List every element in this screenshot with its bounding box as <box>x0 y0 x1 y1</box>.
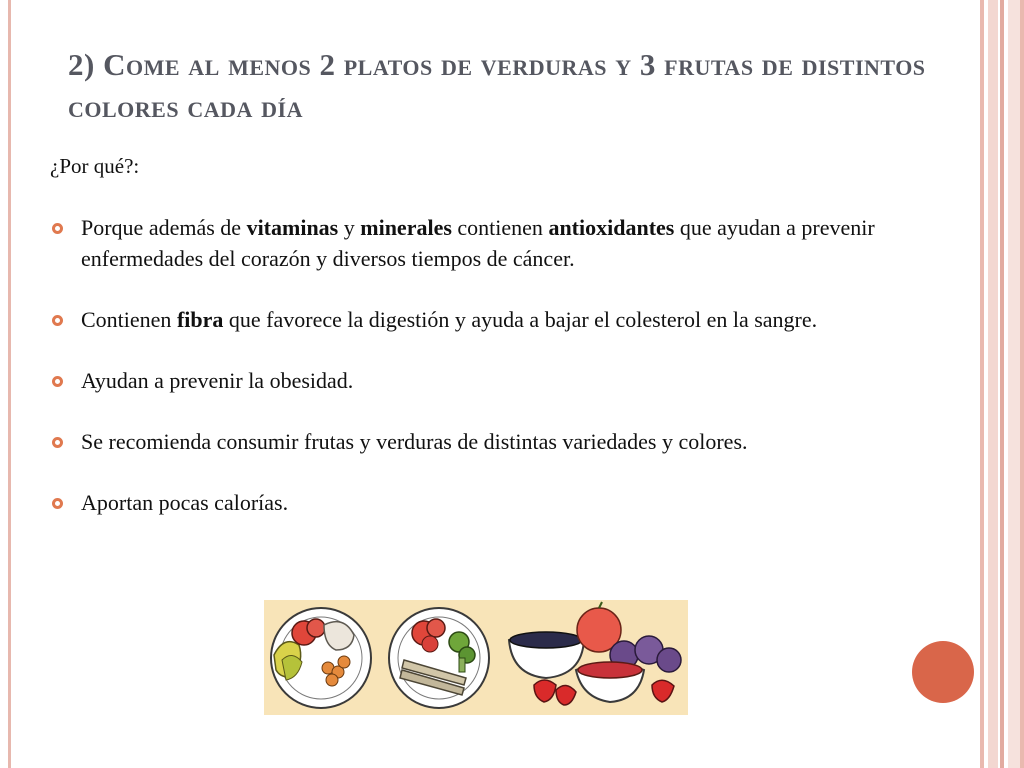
bold-keyword: vitaminas <box>246 215 339 240</box>
right-border-stripe <box>1008 0 1020 768</box>
vegetable-plate-icon <box>389 608 489 708</box>
right-border-stripe <box>988 0 998 768</box>
bullet-item <box>50 426 955 457</box>
bullet-text <box>81 429 748 454</box>
bold-keyword: minerales <box>360 215 452 240</box>
bold-keyword: fibra <box>176 307 224 332</box>
bullet-text-run: Se recomienda consumir frutas y verduras de distintas variedades y colores. <box>81 429 748 454</box>
slide-title: 2) Come al menos 2 platos de verduras y 3 frutas de distintos colores cada día <box>68 47 926 124</box>
food-illustration <box>264 600 688 715</box>
bullet-text-run: que ayudan a prevenir enfermedades del corazón y diversos tiempos de cáncer. <box>81 215 875 271</box>
bullet-text-run: Contienen <box>81 307 177 332</box>
bullet-text-run: Aportan pocas calorías. <box>81 490 289 515</box>
bullet-text <box>81 307 817 332</box>
bullet-item <box>50 487 955 518</box>
right-border-stripe <box>1000 0 1004 768</box>
bullet-marker-icon <box>52 498 63 509</box>
bullet-text-run: Ayudan a prevenir la obesidad. <box>81 368 354 393</box>
bold-keyword: antioxidantes <box>548 215 675 240</box>
bullet-marker-icon <box>52 437 63 448</box>
bullet-marker-icon <box>52 315 63 326</box>
bullet-list <box>50 212 955 518</box>
bullet-marker-icon <box>52 223 63 234</box>
bullet-item <box>50 365 955 396</box>
left-border-line <box>8 0 11 768</box>
bullet-text-run: que favorece la digestión y ayuda a bajar el colesterol en la sangre. <box>223 307 818 332</box>
intro-text: ¿Por qué?: <box>50 154 140 178</box>
bullet-text <box>81 368 353 393</box>
bullet-item <box>50 212 955 274</box>
bullet-text-run: contienen <box>451 215 549 240</box>
bullet-text <box>81 490 288 515</box>
bullet-item <box>50 304 955 335</box>
vegetable-plate-icon <box>271 608 371 708</box>
bullet-text-run: y <box>338 215 361 240</box>
bullet-text <box>81 215 875 271</box>
right-border-stripe <box>1020 0 1024 768</box>
right-border-stripe <box>980 0 984 768</box>
bullet-marker-icon <box>52 376 63 387</box>
bullet-text-run: Porque además de <box>81 215 247 240</box>
decorative-circle <box>912 641 974 703</box>
